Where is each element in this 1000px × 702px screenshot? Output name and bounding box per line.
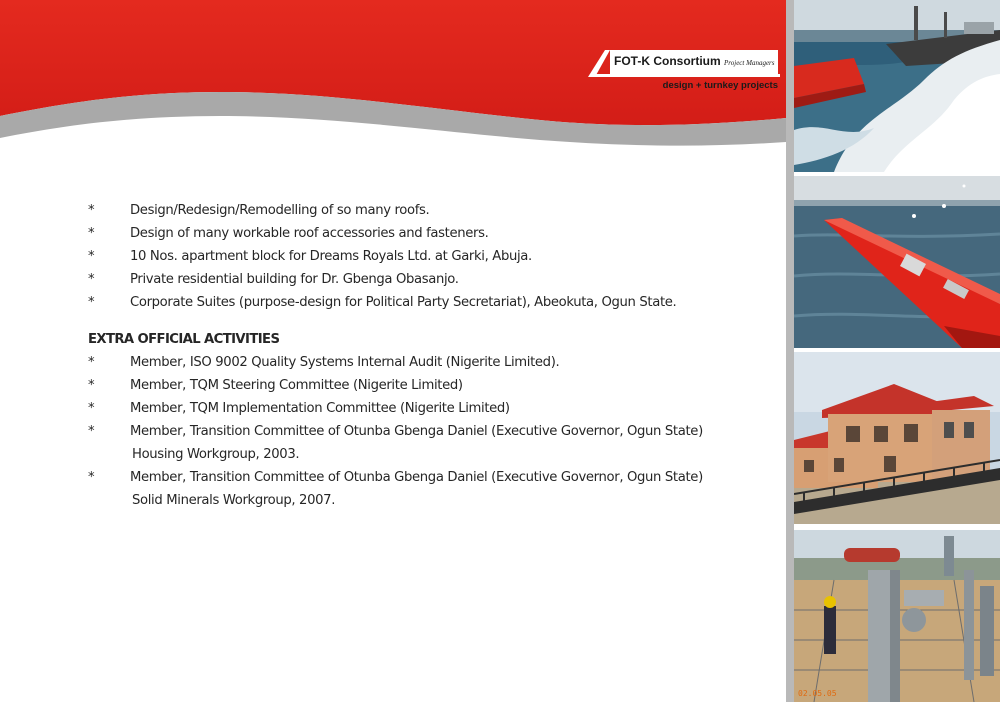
logo-tagline: design + turnkey projects xyxy=(662,80,778,91)
list-item xyxy=(88,374,778,397)
logo-title-sub: Project Managers xyxy=(724,59,775,67)
bullet-star: * xyxy=(88,272,95,287)
company-logo xyxy=(588,48,780,98)
bullet-star: * xyxy=(88,226,95,241)
list-item xyxy=(88,420,778,466)
activity-text: Member, ISO 9002 Quality Systems Internal Audit (Nigerite Limited). xyxy=(130,355,560,370)
logo-title xyxy=(614,54,775,68)
project-text: Design of many workable roof accessories and fasteners. xyxy=(130,226,489,241)
photo-divider xyxy=(786,0,794,702)
bullet-star: * xyxy=(88,355,95,370)
project-text: Corporate Suites (purpose-design for Political Party Secretariat), Abeokuta, Ogun State. xyxy=(130,295,677,310)
list-item xyxy=(88,351,778,374)
activity-text: Member, Transition Committee of Otunba Gbenga Daniel (Executive Governor, Ogun State) xyxy=(130,470,703,485)
bullet-star: * xyxy=(88,470,95,485)
project-text: Design/Redesign/Remodelling of so many roofs. xyxy=(130,203,430,218)
project-text: Private residential building for Dr. Gbenga Obasanjo. xyxy=(130,272,459,287)
list-item xyxy=(88,245,778,268)
activity-subtext: Housing Workgroup, 2003. xyxy=(132,447,300,462)
photo-floating-pipeline xyxy=(794,176,1000,348)
bullet-star: * xyxy=(88,378,95,393)
list-item xyxy=(88,291,778,314)
activity-text: Member, TQM Steering Committee (Nigerite Limited) xyxy=(130,378,463,393)
project-text: 10 Nos. apartment block for Dreams Royals Ltd. at Garki, Abuja. xyxy=(130,249,532,264)
list-item xyxy=(88,222,778,245)
activity-subtext: Solid Minerals Workgroup, 2007. xyxy=(132,493,336,508)
photo-barge-sea xyxy=(794,0,1000,172)
list-item xyxy=(88,466,778,512)
bullet-star: * xyxy=(88,401,95,416)
list-item xyxy=(88,199,778,222)
activity-text: Member, TQM Implementation Committee (Nigerite Limited) xyxy=(130,401,510,416)
photo-column xyxy=(794,0,1000,702)
bullet-star: * xyxy=(88,203,95,218)
section-heading: EXTRA OFFICIAL ACTIVITIES xyxy=(88,332,280,347)
list-item xyxy=(88,397,778,420)
photo-date-stamp: 02.05.05 xyxy=(798,689,837,698)
logo-title-main: FOT-K Consortium xyxy=(614,54,721,68)
main-content xyxy=(88,199,778,512)
bullet-star: * xyxy=(88,424,95,439)
list-item xyxy=(88,268,778,291)
activity-text: Member, Transition Committee of Otunba Gbenga Daniel (Executive Governor, Ogun State) xyxy=(130,424,703,439)
photo-industrial-pipework xyxy=(794,530,1000,702)
photo-residential-building xyxy=(794,352,1000,524)
bullet-star: * xyxy=(88,295,95,310)
bullet-star: * xyxy=(88,249,95,264)
